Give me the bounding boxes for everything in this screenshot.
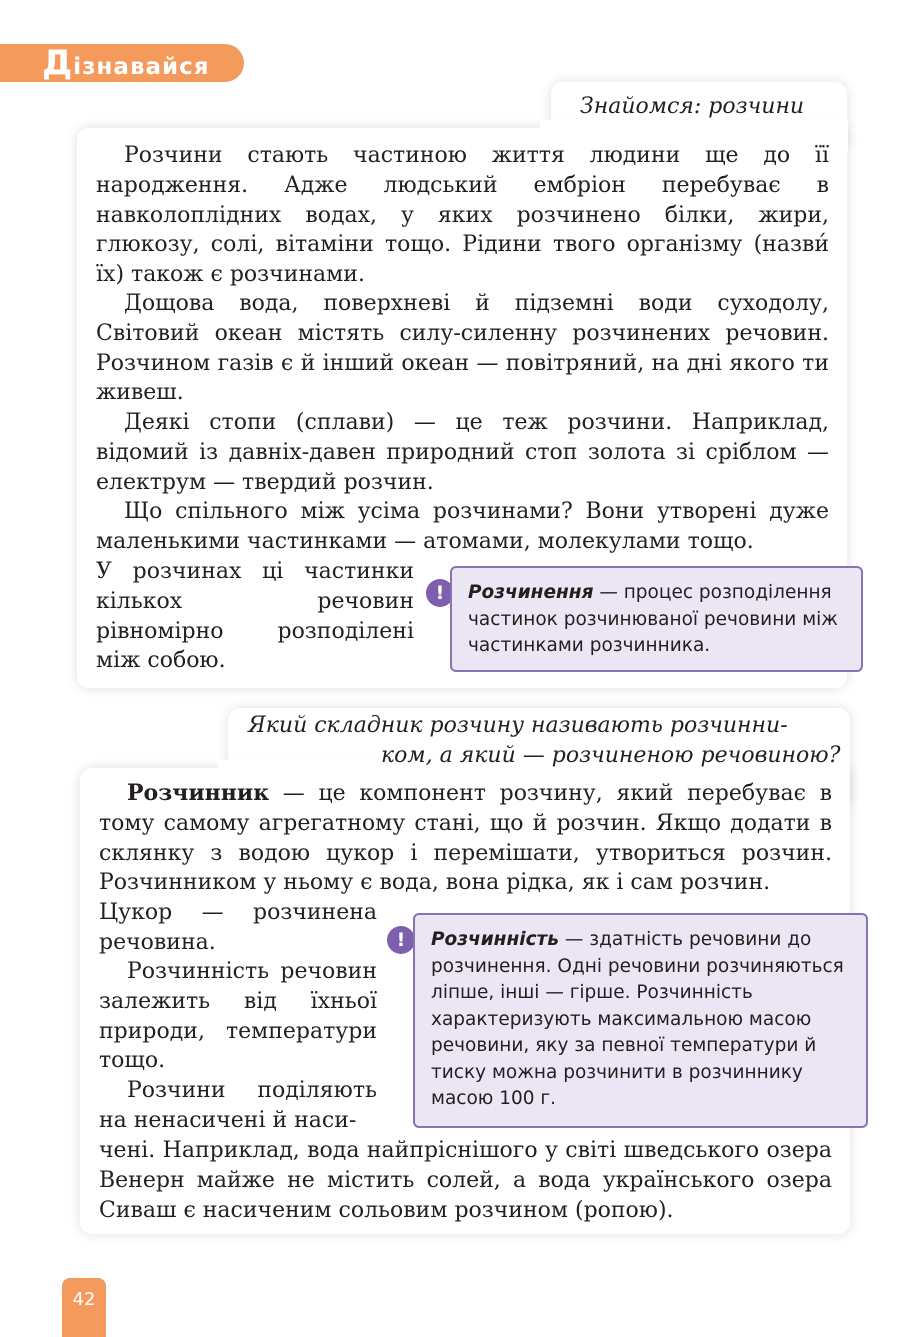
s1-paragraph-4: Що спільного між усіма розчинами? Вони утворені дуже маленькими частинками — атомами, молекулами тощо.: [96, 499, 829, 554]
definition-text: — здатність речовини до розчинення. Одні речовини розчиняються ліпше, інші — гірше. Розчинність характеризують максимальною масою речовини, яку за певної температури й тиску можна розчинити в розчиннику масою 100 г.: [431, 929, 844, 1109]
definition-term: Розчинність: [431, 929, 559, 950]
definition-term: Розчинення: [468, 582, 594, 603]
s2-paragraph-3-start: Розчини поділяють на ненасичені й наси-: [99, 1078, 377, 1133]
section-badge-title: [42, 44, 210, 82]
exclamation-icon: !: [426, 579, 454, 607]
term-solvent: Розчинник: [127, 780, 270, 806]
exclamation-icon: !: [387, 926, 415, 954]
page-number: 42: [62, 1278, 106, 1337]
definition-text: — процес розподілення частинок розчинюваної речовини між частинками розчинника.: [468, 582, 838, 656]
badge-first-letter: Д: [42, 43, 74, 83]
s2-paragraph-1-cont: Цукор — розчинена речовина.: [99, 900, 377, 955]
s1-paragraph-1: Розчини стають частиною життя людини ще до її народження. Адже людський ембріон перебуває в навколоплідних водах, у яких розчинено білки, жири, глюкозу, солі, вітаміни тощо. Рідини твого організму (назви́ їх) також є розчинами.: [96, 143, 829, 288]
s1-paragraph-3: Деякі стопи (сплави) — це теж розчини. Наприклад, відомий із давніх-давен природний стоп золота зі сріблом — електрум — твердий розчин.: [96, 410, 829, 495]
section-2-title-line2: ком, а який — розчиненою речовиною?: [381, 743, 841, 768]
definition-box-solubility: [413, 913, 868, 1128]
badge-rest: ізнавайся: [73, 54, 210, 80]
s1-paragraph-2: Дощова вода, поверхневі й підземні води суходолу, Світовий океан містять силу-силенну розчинених речовин. Розчином газів є й інший океан — повітряний, на дні якого ти живеш.: [96, 291, 829, 406]
section-2-title-line1: Який складник розчину називають розчинни-: [248, 713, 788, 738]
definition-box-dissolution: [450, 566, 863, 672]
s2-paragraph-3-end: чені. Наприклад, вода найпріснішого у світі шведського озера Венерн майже не містить солей, а вода українського озера Сиваш є насиченим сольовим розчином (ропою).: [99, 1138, 832, 1223]
section-1-title: Знайомся: розчини: [580, 94, 805, 119]
s2-paragraph-2: Розчинність речовин залежить від їхньої природи, температури тощо.: [99, 959, 377, 1074]
s2-paragraph-1: Розчинник — це компонент розчину, який перебуває в тому самому агрегатному стані, що й розчин. Якщо додати в склянку з водою цукор і перемішати, утвориться розчин. Розчинником у ньому є вода, вона рідка, як і сам розчин.: [99, 780, 832, 896]
s1-paragraph-4-cont: У розчинах ці частинки кількох речовин рівномірно розподілені між собою.: [96, 559, 414, 674]
